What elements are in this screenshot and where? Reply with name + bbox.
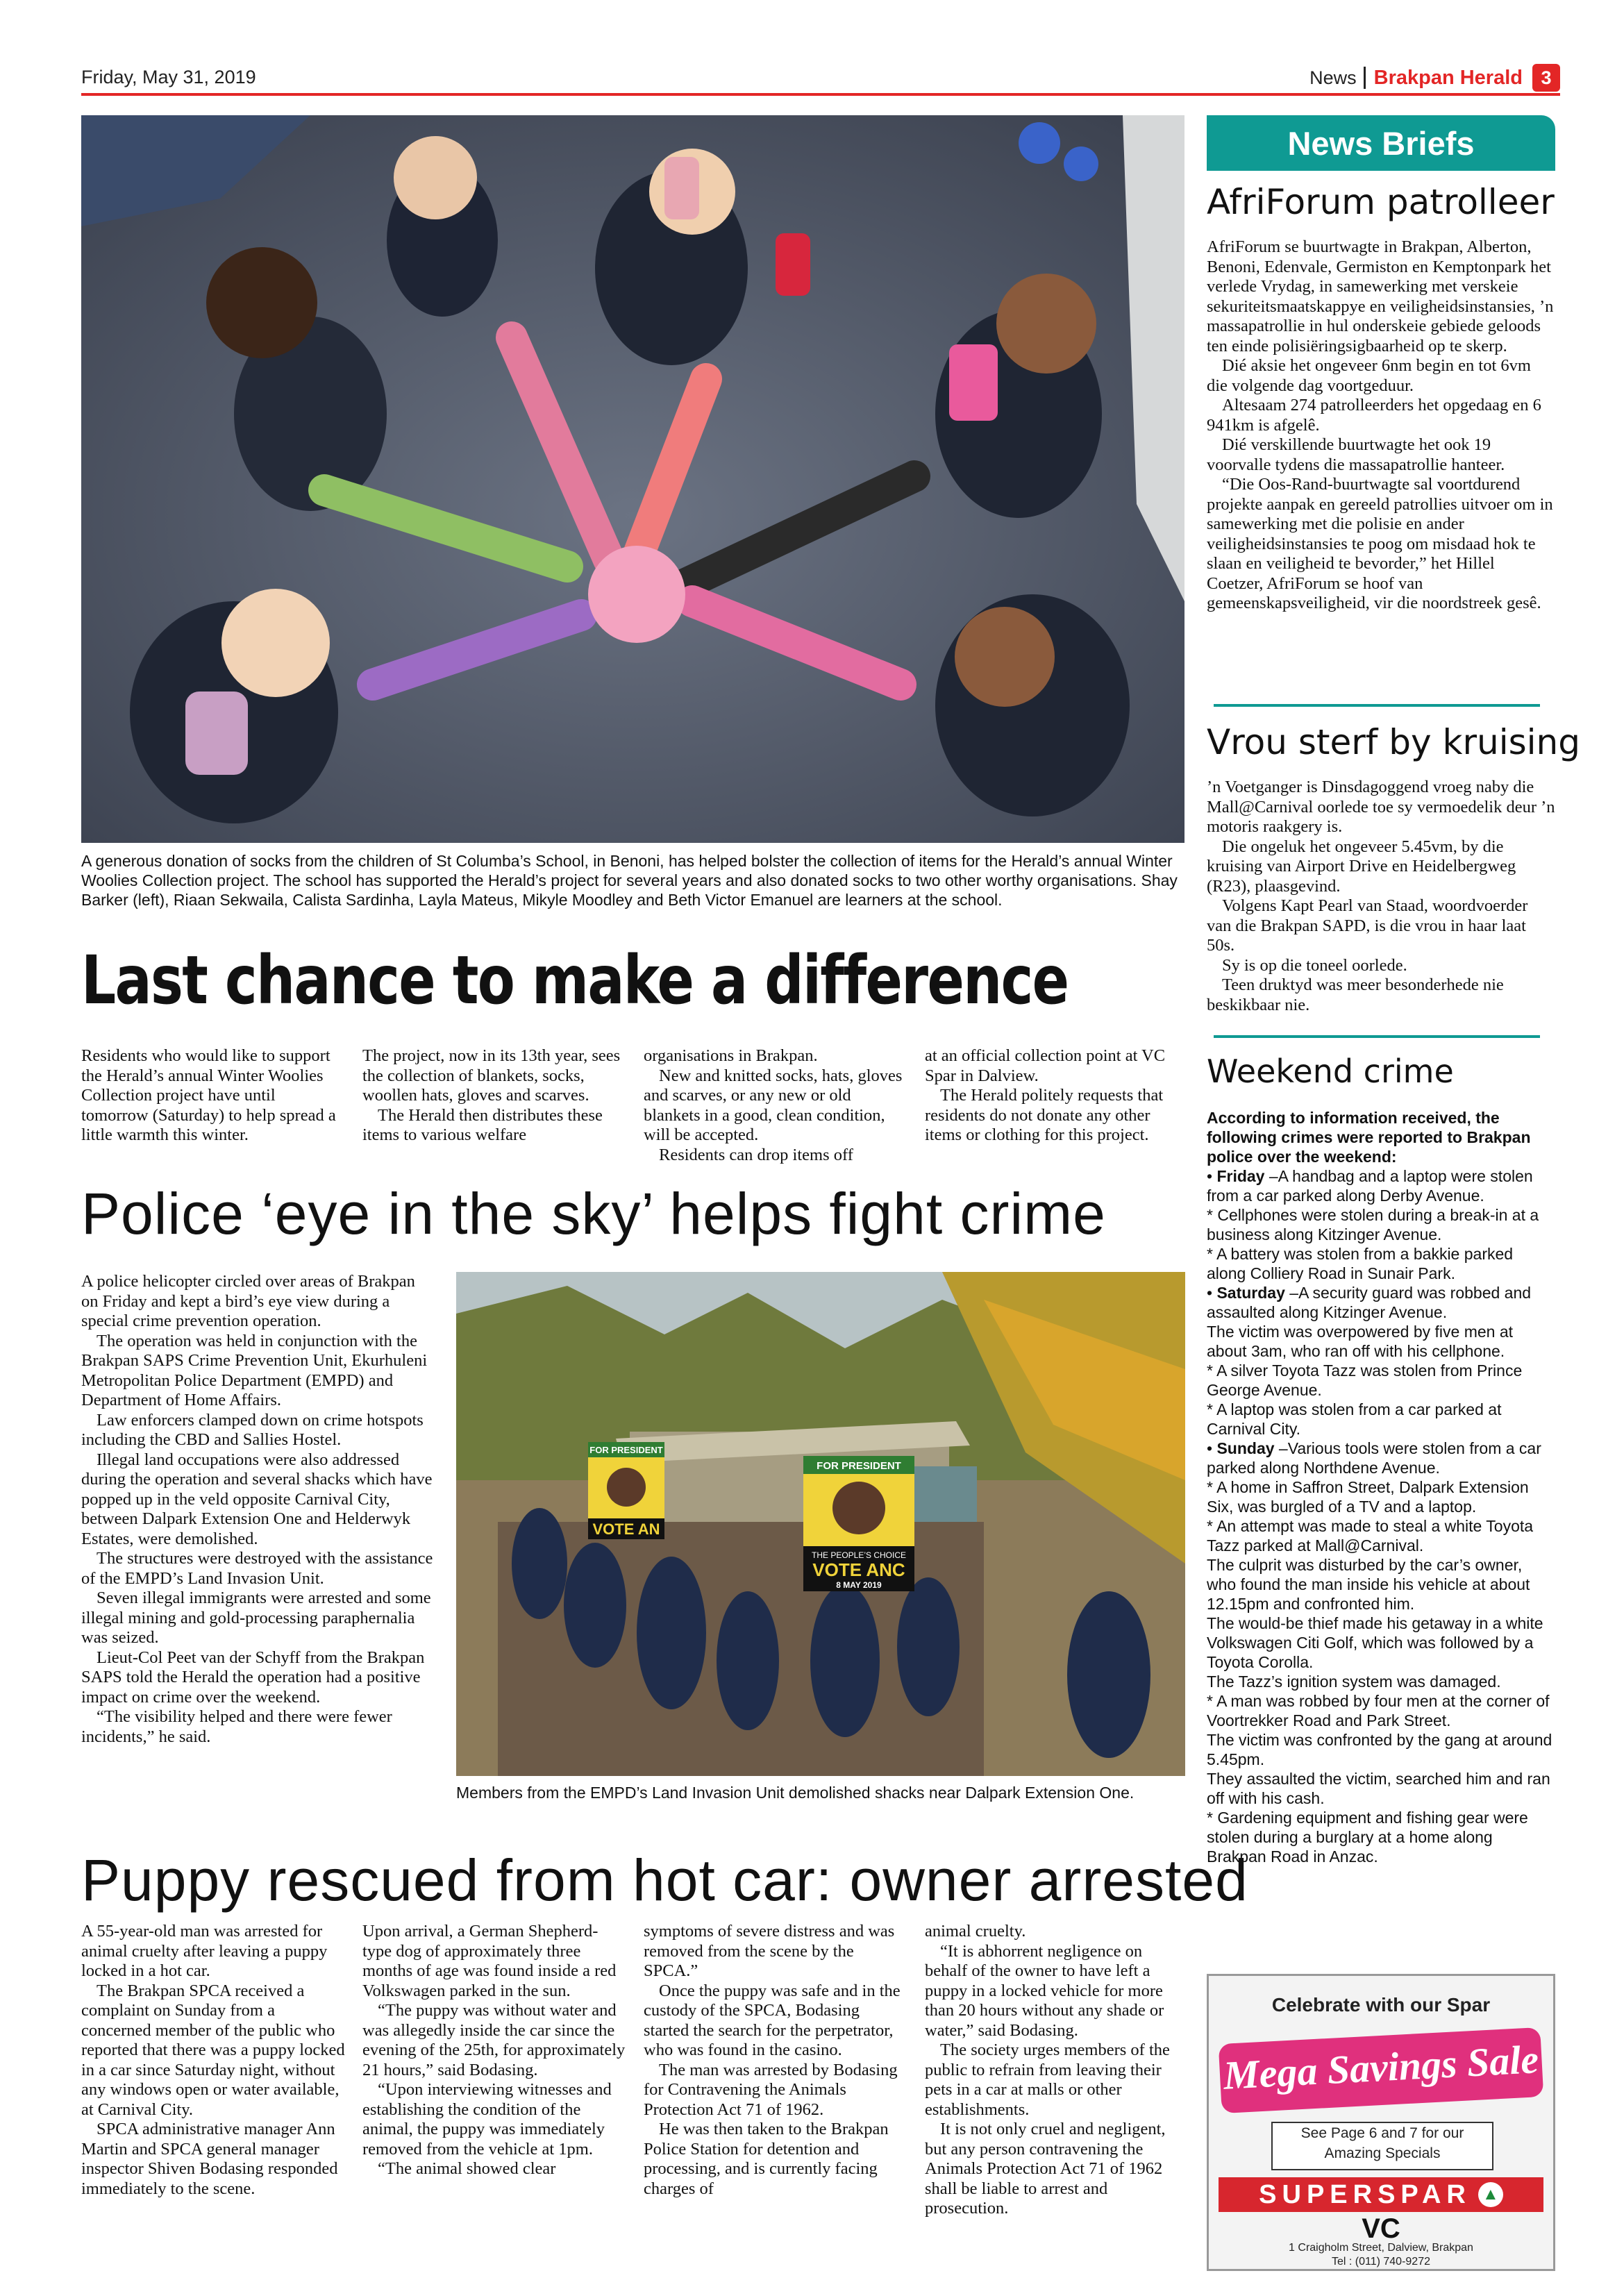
story1-col3 [644, 1046, 907, 1165]
brief-afriforum-headline: AfriForum patrolleer [1207, 182, 1555, 222]
brief-weekend-crime-body [1207, 1108, 1555, 1866]
crime-item: * A man was robbed by four men at the corner of Voortrekker Road and Park Street. [1207, 1692, 1550, 1729]
superspar-wordmark: SUPERSPAR [1259, 2179, 1471, 2209]
paragraph: SPCA administrative manager Ann Martin and SPCA general manager inspector Shiven Bodasing responded immediately to the scene. [81, 2120, 338, 2198]
story3-col4 [925, 1922, 1189, 2219]
paragraph: Residents can drop items off [659, 1145, 853, 1164]
shacks-photo [456, 1272, 1185, 1776]
paragraph: Seven illegal immigrants were arrested and some illegal mining and gold-processing paraphernalia was seized. [81, 1589, 431, 1647]
paragraph: The operation was held in conjunction with the Brakpan SAPS Crime Prevention Unit, Ekurhuleni Metropolitan Police Department (EMPD) and Department of Home Affairs. [81, 1331, 428, 1409]
paragraph: Die ongeluk het ongeveer 5.45vm, by die kruising van Airport Drive en Heidelbergweg (R23), plaasgevind. [1207, 837, 1516, 896]
crime-item: The would-be thief made his getaway in a white Volkswagen Citi Golf, which was followed by a Toyota Corolla. [1207, 1614, 1543, 1671]
paragraph: The Brakpan SPCA received a complaint on Sunday from a concerned member of the public who reported that there was a puppy locked in a car since Saturday night, without any windows open or water available, at Carnival City. [81, 1981, 345, 2119]
ad-line1: See Page 6 and 7 for our [1300, 2125, 1464, 2141]
page-number: 3 [1532, 64, 1560, 92]
brief-vrou-headline: Vrou sterf by kruising [1207, 722, 1580, 762]
ad-sale-text: Mega Savings Sale [1222, 2036, 1540, 2098]
brief-divider [1214, 704, 1540, 707]
story3-col2 [362, 1922, 626, 2179]
day-label-sunday: Sunday [1216, 1439, 1275, 1457]
crime-text: –A handbag and a laptop were stolen from a car parked along Derby Avenue. [1207, 1167, 1533, 1205]
crime-intro-text: According to information received, the following crimes were reported to Brakpan police over the weekend: [1207, 1109, 1531, 1166]
paragraph: The structures were destroyed with the assistance of the EMPD’s Land Invasion Unit. [81, 1549, 433, 1588]
crime-item: The victim was overpowered by five men at about 3am, who ran off with his cellphone. [1207, 1323, 1514, 1360]
divider [1364, 67, 1366, 89]
paragraph: The man was arrested by Bodasing for Contravening the Animals Protection Act 71 of 1962. [644, 2060, 898, 2119]
crime-day: • Saturday –A security guard was robbed and assaulted along Kitzinger Avenue. [1207, 1284, 1532, 1321]
socks-photo-caption: A generous donation of socks from the children of St Columba’s School, in Benoni, has helped bolster the collection of items for the Herald’s annual Winter Woolies Collection project. The school has supported the Herald’s project for several years and also donated socks to two other worthy organisations. Shay Barker (left), Riaan Sekwaila, Calista Sardinha, Layla Mateus, Mikyle Moodley and Beth Victor Emanuel are learners at the school. [81, 852, 1178, 909]
poster-text: FOR PRESIDENT [589, 1445, 663, 1455]
paragraph: “Upon interviewing witnesses and establishing the condition of the animal, the puppy was immediately removed from the vehicle at 1pm. [362, 2080, 612, 2159]
poster-text: VOTE ANC [812, 1559, 905, 1580]
crime-item: The culprit was disturbed by the car’s owner, who found the man inside his vehicle at about 12.15pm and confronted him. [1207, 1556, 1530, 1613]
brief-weekend-crime-headline: Weekend crime [1207, 1053, 1454, 1090]
paragraph: It is not only cruel and negligent, but any person contravening the Animals Protection Act 71 of 1962 shall be liable to arrest and prosecution. [925, 2120, 1166, 2218]
story3-col1 [81, 1922, 345, 2199]
headline-police-eye: Police ‘eye in the sky’ helps fight crime [81, 1181, 1106, 1246]
paragraph: The Herald then distributes these items to various welfare [362, 1105, 603, 1144]
crime-item: The Tazz’s ignition system was damaged. [1207, 1673, 1501, 1691]
paragraph: “It is abhorrent negligence on behalf of the owner to have left a puppy in a locked vehicle for more than 20 hours without any shade or water,” said Bodasing. [925, 1941, 1164, 2040]
crime-day: • Friday –A handbag and a laptop were stolen from a car parked along Derby Avenue. [1207, 1167, 1533, 1205]
crime-text: –A security guard was robbed and assaulted along Kitzinger Avenue. [1207, 1284, 1532, 1321]
paragraph: “The visibility helped and there were fewer incidents,” he said. [81, 1707, 392, 1746]
crime-item: * An attempt was made to steal a white Toyota Tazz parked at Mall@Carnival. [1207, 1517, 1534, 1555]
story1-col1 [81, 1046, 345, 1146]
brief-divider [1214, 1035, 1540, 1038]
paragraph: Altesaam 274 patrolleerders het opgedaag en 6 941km is afgelê. [1207, 396, 1541, 435]
superspar-advert[interactable] [1207, 1974, 1555, 2271]
paragraph: He was then taken to the Brakpan Police Station for detention and processing, and is currently facing charges of [644, 2120, 889, 2198]
poster-text: FOR PRESIDENT [817, 1460, 901, 1472]
store-address: 1 Craigholm Street, Dalview, Brakpan [1289, 2242, 1473, 2254]
crime-item: * A battery was stolen from a bakkie parked along Colliery Road in Sunair Park. [1207, 1245, 1514, 1282]
paragraph: Law enforcers clamped down on crime hotspots including the CBD and Sallies Hostel. [81, 1410, 424, 1449]
crime-intro [1207, 1108, 1555, 1166]
brief-vrou-body [1207, 778, 1555, 1015]
crime-item: * Gardening equipment and fishing gear were stolen during a burglary at a home along Brakpan Road in Anzac. [1207, 1809, 1528, 1866]
story1-col2 [362, 1046, 626, 1146]
paragraph: organisations in Brakpan. [644, 1046, 818, 1065]
paragraph: The project, now in its 13th year, sees the collection of blankets, socks, woollen hats, gloves and scarves. [362, 1046, 621, 1105]
paragraph: “The puppy was without water and was allegedly inside the car since the evening of the 25th, for approximately 21 hours,” said Bodasing. [362, 2001, 626, 2079]
paragraph: “Die Oos-Rand-buurtwagte sal voortdurend projekte aanpak en gereeld patrollies uitvoer om in samewerking met die polisie en ander veiligheidsinstansies te poog om misdaad hok te slaan en veiligheid te bevorder,” het Hillel Coetzer, AfriForum se hoof van gemeenskapsveiligheid, vir die noordstreek gesê. [1207, 475, 1553, 612]
paragraph: Volgens Kapt Pearl van Staad, woordvoerder van die Brakpan SAPD, is die vrou in haar laat 50s. [1207, 896, 1528, 955]
brief-afriforum-body [1207, 237, 1555, 614]
paragraph: Sy is op die toneel oorlede. [1222, 955, 1407, 975]
crime-item: * Cellphones were stolen during a break-in at a business along Kitzinger Avenue. [1207, 1206, 1539, 1243]
news-briefs-tab: News Briefs [1207, 115, 1555, 171]
paragraph: Teen druktyd was meer besonderhede nie beskikbaar nie. [1207, 975, 1504, 1014]
ad-line2: Amazing Specials [1324, 2145, 1441, 2161]
crime-item: The victim was confronted by the gang at around 5.45pm. [1207, 1731, 1552, 1768]
paragraph: New and knitted socks, hats, gloves and scarves, or any new or old blankets in a good, clean condition, will be accepted. [644, 1066, 903, 1144]
paragraph: The Herald politely requests that residents do not donate any other items or clothing for this project. [925, 1086, 1164, 1144]
paragraph: animal cruelty. [925, 1922, 1026, 1941]
paragraph: Upon arrival, a German Shepherd-type dog of approximately three months of age was found inside a red Volkswagen parked in the sun. [362, 1922, 617, 2000]
shacks-photo-caption: Members from the EMPD’s Land Invasion Unit demolished shacks near Dalpark Extension One. [456, 1784, 1135, 1802]
day-label-saturday: Saturday [1216, 1284, 1285, 1302]
paragraph: AfriForum se buurtwagte in Brakpan, Alberton, Benoni, Edenvale, Germiston en Kemptonpark het verlede Vrydag, in samewerking met verskeie sekuriteitsmaatskappye en veiligheidsinstansies, ’n massapatrollie in hul onderskeie gebiede geloods ten einde polisiëringsigbaarheid op te skerp. [1207, 237, 1554, 355]
paragraph: symptoms of severe distress and was removed from the scene by the SPCA.” [644, 1922, 895, 1980]
masthead [1309, 64, 1560, 92]
socks-photo [81, 115, 1184, 843]
crime-item: * A home in Saffron Street, Dalpark Extension Six, was burgled of a TV and a laptop. [1207, 1478, 1529, 1516]
paragraph: ’n Voetganger is Dinsdagoggend vroeg naby die Mall@Carnival oorlede toe sy vermoedelik deur ’n motoris raakgery is. [1207, 778, 1555, 836]
brand-name: Brakpan Herald [1373, 66, 1523, 89]
ad-title: Celebrate with our Spar [1271, 1994, 1491, 2016]
paragraph: Illegal land occupations were also addressed during the operation and several shacks which have popped up in the veld opposite Carnival City, between Dalpark Extension One and Helderwyk Estates, were demolished. [81, 1450, 433, 1548]
paragraph: Residents who would like to support the Herald’s annual Winter Woolies Collection project have until tomorrow (Saturday) to help spread a little warmth this winter. [81, 1046, 336, 1144]
headline-last-chance: Last chance to make a difference [81, 941, 1069, 1019]
crime-text: –Various tools were stolen from a car parked along Northdene Avenue. [1207, 1439, 1541, 1477]
paragraph: Dié verskillende buurtwagte het ook 19 voorvalle tydens die massapatrollie hanteer. [1207, 435, 1505, 474]
paragraph: at an official collection point at VC Spar in Dalview. [925, 1046, 1166, 1085]
story2-body [81, 1272, 435, 1747]
paragraph: Once the puppy was safe and in the custody of the SPCA, Bodasing started the search for the perpetrator, who was found in the casino. [644, 1981, 901, 2059]
poster-text: VOTE AN [592, 1520, 660, 1538]
crime-day: • Sunday –Various tools were stolen from a car parked along Northdene Avenue. [1207, 1439, 1541, 1477]
issue-date: Friday, May 31, 2019 [81, 67, 256, 87]
section-label: News [1309, 67, 1357, 88]
spar-tree-icon: ▲ [1478, 2182, 1503, 2207]
headline-puppy-rescued: Puppy rescued from hot car: owner arrested [81, 1847, 1248, 1913]
store-telephone: Tel : (011) 740-9272 [1331, 2256, 1430, 2268]
crime-item: * A silver Toyota Tazz was stolen from Prince George Avenue. [1207, 1361, 1523, 1399]
header-rule [81, 93, 1560, 96]
paragraph: A 55-year-old man was arrested for animal cruelty after leaving a puppy locked in a hot car. [81, 1922, 328, 1980]
paragraph: The society urges members of the public to refrain from leaving their pets in a car at malls or other establishments. [925, 2041, 1170, 2119]
story1-col4 [925, 1046, 1189, 1146]
crime-item: They assaulted the victim, searched him and ran off with his cash. [1207, 1770, 1550, 1807]
crime-item: * A laptop was stolen from a car parked at Carnival City. [1207, 1400, 1502, 1438]
paragraph: Lieut-Col Peet van der Schyff from the Brakpan SAPS told the Herald the operation had a positive impact on crime over the weekend. [81, 1648, 425, 1707]
poster-text: THE PEOPLE’S CHOICE [811, 1550, 907, 1560]
superspar-logo [1219, 2177, 1543, 2212]
paragraph: A police helicopter circled over areas of Brakpan on Friday and kept a bird’s eye view during a special crime prevention operation. [81, 1272, 415, 1330]
day-label-friday: Friday [1216, 1167, 1265, 1185]
poster-text: 8 MAY 2019 [836, 1580, 882, 1590]
paragraph: Dié aksie het ongeveer 6nm begin en tot 6vm die volgende dag voortgeduur. [1207, 356, 1531, 395]
paragraph: “The animal showed clear [378, 2159, 556, 2178]
story3-col3 [644, 1922, 907, 2199]
store-name: VC [1362, 2213, 1400, 2244]
